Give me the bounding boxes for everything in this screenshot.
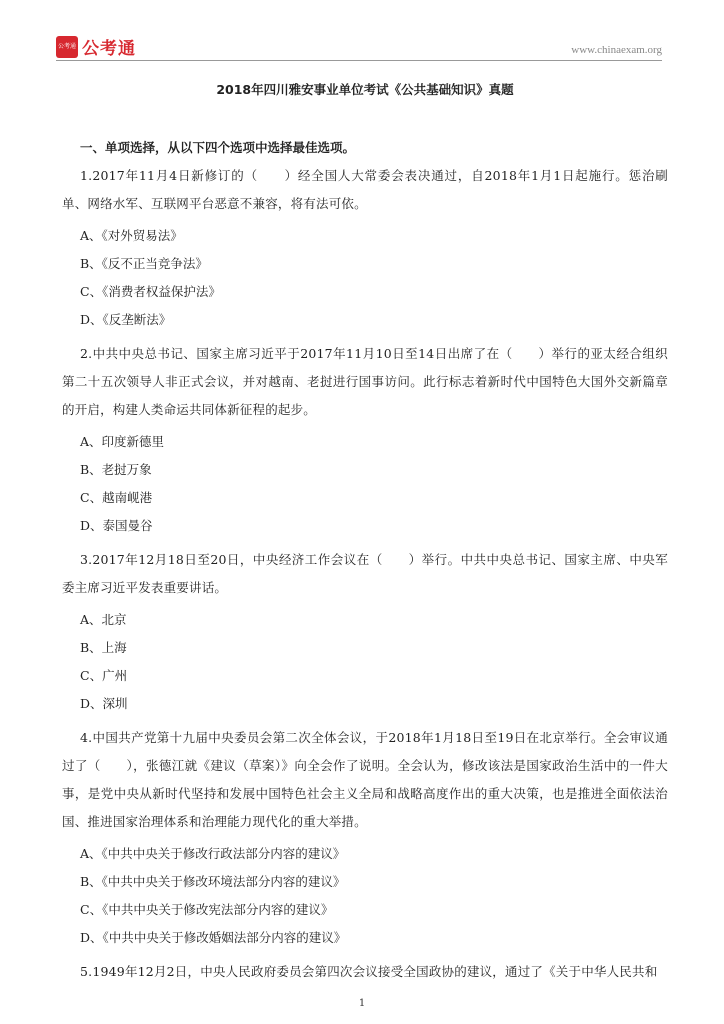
option-b: B、《中共中央关于修改环境法部分内容的建议》: [80, 874, 346, 889]
option-b: B、上海: [80, 640, 127, 655]
page-header: [0, 0, 724, 62]
option-d: D、《中共中央关于修改婚姻法部分内容的建议》: [80, 930, 347, 945]
option-b: B、《反不正当竞争法》: [80, 256, 208, 271]
option-a: A、印度新德里: [80, 434, 165, 449]
option-list: [62, 606, 668, 718]
page-number: 1: [358, 998, 366, 1009]
option-d: D、《反垄断法》: [80, 312, 172, 327]
question-2: [62, 340, 668, 540]
option-a: A、《中共中央关于修改行政法部分内容的建议》: [80, 846, 346, 861]
question-1: [62, 162, 668, 334]
question-text: 5.1949年12月2日，中央人民政府委员会第四次会议接受全国政协的建议，通过了《关于中华人民共和: [80, 964, 658, 979]
option-c: C、《消费者权益保护法》: [80, 284, 221, 299]
option-list: [62, 222, 668, 334]
option-list: [62, 428, 668, 540]
logo-badge-icon: 公考通: [56, 36, 78, 58]
option-b: B、老挝万象: [80, 462, 152, 477]
question-5: [62, 958, 668, 986]
logo-text: 公考通: [82, 39, 136, 59]
option-list: [62, 840, 668, 952]
option-c: C、广州: [80, 668, 128, 683]
option-c: C、《中共中央关于修改宪法部分内容的建议》: [80, 902, 334, 917]
option-d: D、泰国曼谷: [80, 518, 153, 533]
section-title: 一、单项选择，从以下四个选项中选择最佳选项。: [80, 140, 356, 155]
option-d: D、深圳: [80, 696, 128, 711]
question-text: 3.2017年12月18日至20日，中央经济工作会议在（ ）举行。中共中央总书记、国家主席、中央军委主席习近平发表重要讲话。: [62, 552, 668, 595]
question-text: 1.2017年11月4日新修订的（ ）经全国人大常委会表决通过，自2018年1月1日起施行。惩治刷单、网络水军、互联网平台恶意不兼容，将有法可依。: [62, 168, 668, 211]
question-4: [62, 724, 668, 952]
document-body: [62, 72, 668, 986]
question-text: 4.中国共产党第十九届中央委员会第二次全体会议，于2018年1月18日至19日在北京举行。全会审议通过了（ ），张德江就《建议（草案）》向全会作了说明。全会认为，修改该法是国家政治生活中的一件大事，是党中央从新时代坚持和发展中国特色社会主义全局和战略高度作出的重大决策，也是推进全面依法治国、推进国家治理体系和治理能力现代化的重大举措。: [62, 730, 668, 829]
option-a: A、《对外贸易法》: [80, 228, 183, 243]
question-text: 2.中共中央总书记、国家主席习近平于2017年11月10日至14日出席了在（ ）举行的亚太经合组织第二十五次领导人非正式会议，并对越南、老挝进行国事访问。此行标志着新时代中国特色大国外交新篇章的开启，构建人类命运共同体新征程的起步。: [62, 346, 668, 417]
document-title: 2018年四川雅安事业单位考试《公共基础知识》真题: [216, 82, 514, 97]
question-3: [62, 546, 668, 718]
header-divider: [56, 60, 662, 61]
option-c: C、越南岘港: [80, 490, 153, 505]
brand-logo[interactable]: [56, 34, 136, 59]
site-url[interactable]: www.chinaexam.org: [571, 44, 662, 56]
option-a: A、北京: [80, 612, 127, 627]
